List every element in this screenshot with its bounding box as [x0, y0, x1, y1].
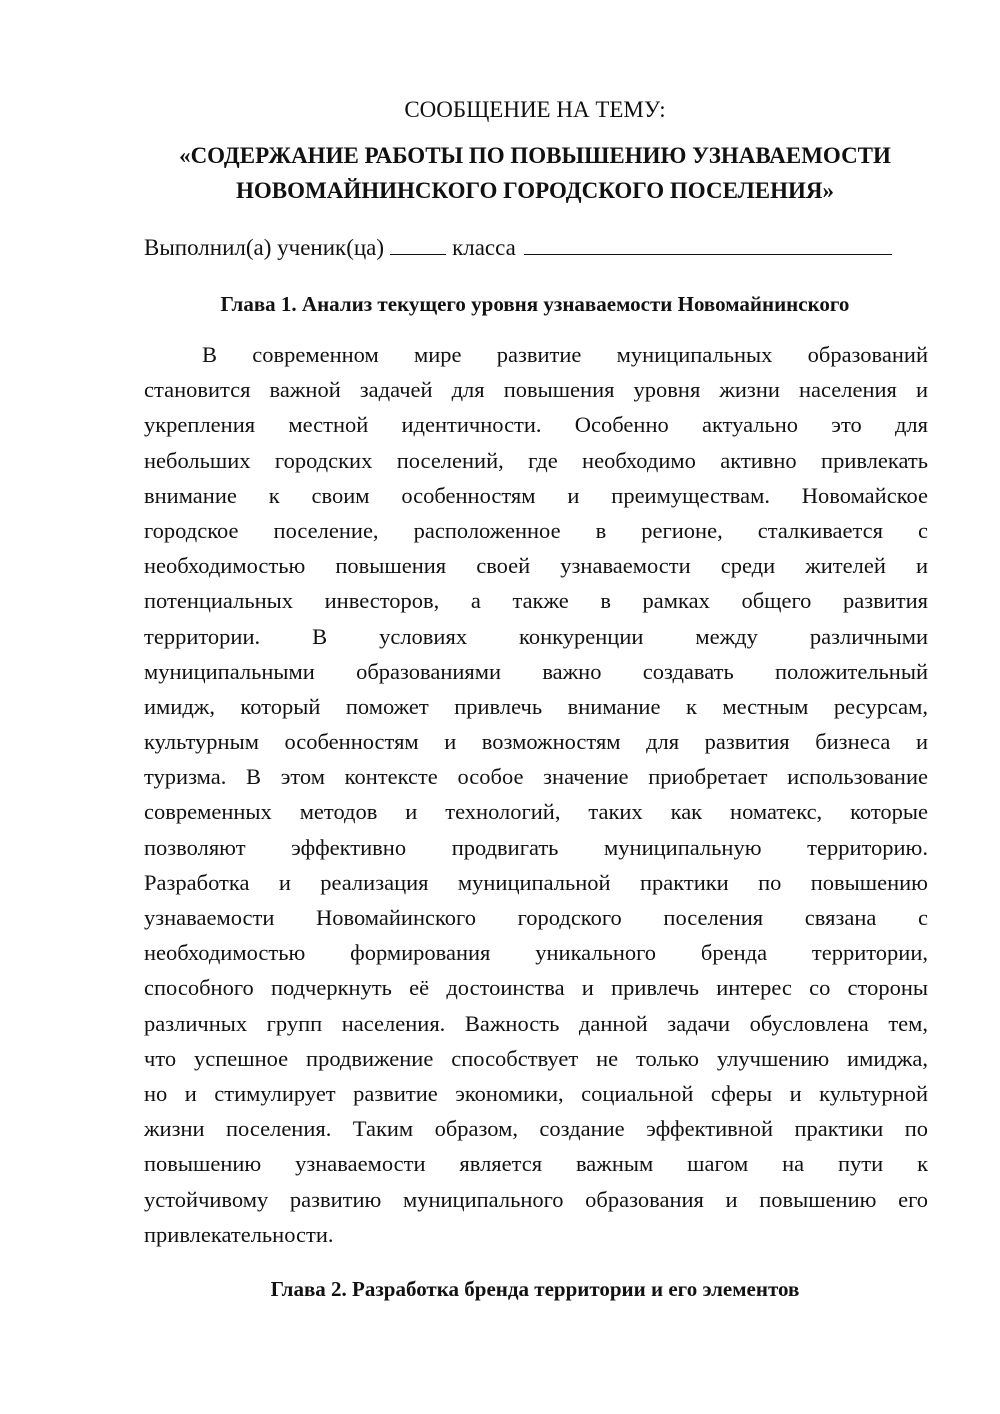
- body-line: жизни поселения. Таким образом, создание эффективной практики по: [144, 1116, 928, 1142]
- body-line: В современном мире развитие муниципальных образований: [202, 342, 928, 367]
- body-line: территории. В условиях конкуренции между различными: [144, 623, 928, 649]
- chapter-2-heading: Глава 2. Разработка бренда территории и его элементов: [270, 1277, 800, 1301]
- document-title-line-1: «СОДЕРЖАНИЕ РАБОТЫ ПО ПОВЫШЕНИЮ УЗНАВАЕМОСТИ: [179, 143, 891, 168]
- body-line: современных методов и технологий, таких как номатекс, которые: [144, 799, 928, 825]
- document-header: СООБЩЕНИЕ НА ТЕМУ:: [404, 97, 666, 122]
- body-line: муниципальными образованиями важно создавать положительный: [144, 658, 928, 684]
- body-line: узнаваемости Новомайинского городского поселения связана с: [144, 905, 928, 930]
- body-line: различных групп населения. Важность данной задачи обусловлена тем,: [144, 1010, 928, 1036]
- body-line: туризма. В этом контексте особое значение приобретает использование: [144, 764, 928, 790]
- body-line: привлекательности.: [144, 1221, 334, 1247]
- body-line: потенциальных инвесторов, а также в рамках общего развития: [144, 588, 928, 614]
- class-blank-field: [390, 232, 446, 255]
- body-line: устойчивому развитию муниципального образования и повышению его: [144, 1186, 928, 1212]
- body-line: но и стимулирует развитие экономики, социальной сферы и культурной: [144, 1080, 928, 1106]
- document-title-line-2: НОВОМАЙНИНСКОГО ГОРОДСКОГО ПОСЕЛЕНИЯ»: [235, 178, 834, 203]
- body-line: культурным особенностям и возможностям для развития бизнеса и: [144, 729, 928, 755]
- chapter-1-body: [144, 337, 928, 1252]
- body-line: необходимостью повышения своей узнаваемости среди жителей и: [144, 553, 928, 579]
- body-line: что успешное продвижение способствует не только улучшению имиджа,: [144, 1045, 928, 1071]
- chapter-1-heading: Глава 1. Анализ текущего уровня узнаваемости Новомайнинского: [220, 292, 850, 316]
- body-line: необходимостью формирования уникального бренда территории,: [144, 940, 928, 966]
- name-blank-field: [524, 232, 892, 255]
- author-middle: класса: [452, 235, 516, 260]
- body-line: небольших городских поселений, где необходимо активно привлекать: [144, 447, 928, 473]
- body-line: имидж, который поможет привлечь внимание к местным ресурсам,: [144, 693, 928, 719]
- body-line: Разработка и реализация муниципальной практики по повышению: [144, 869, 928, 895]
- body-line: повышению узнаваемости является важным шагом на пути к: [144, 1151, 928, 1177]
- body-line: укрепления местной идентичности. Особенно актуально это для: [144, 412, 928, 438]
- author-line: [144, 232, 934, 263]
- author-prefix: Выполнил(а) ученик(ца): [144, 235, 385, 260]
- body-line: становится важной задачей для повышения уровня жизни населения и: [144, 377, 928, 403]
- body-line: внимание к своим особенностям и преимуществам. Новомайское: [144, 482, 928, 508]
- body-line: городское поселение, расположенное в регионе, сталкивается с: [144, 517, 928, 543]
- body-line: способного подчеркнуть её достоинства и привлечь интерес со стороны: [144, 975, 928, 1001]
- body-line: позволяют эффективно продвигать муниципальную территорию.: [144, 834, 928, 860]
